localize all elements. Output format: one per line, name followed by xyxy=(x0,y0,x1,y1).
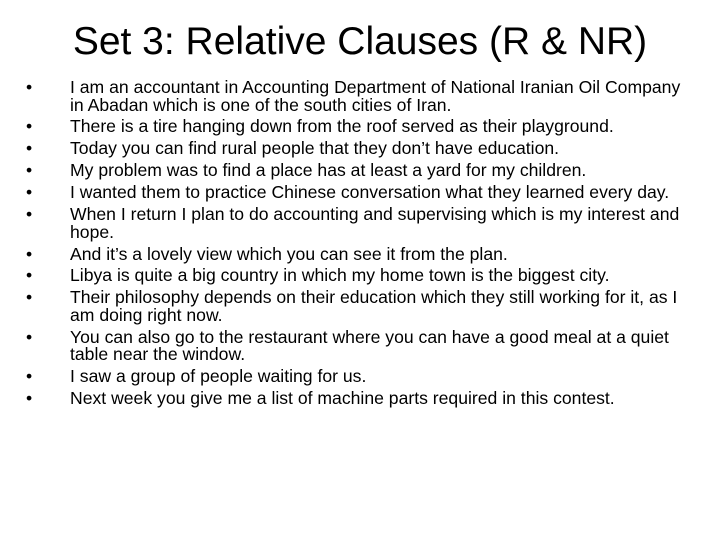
bullet-icon: • xyxy=(26,77,33,97)
bullet-icon: • xyxy=(26,116,33,137)
slide-title: Set 3: Relative Clauses (R & NR) xyxy=(72,20,648,63)
bullet-icon: • xyxy=(26,287,33,308)
bullet-text: Libya is quite a big country in which my home town is the biggest city. xyxy=(70,265,610,286)
bullet-item xyxy=(26,206,698,241)
bullet-icon: • xyxy=(26,204,33,225)
bullet-text: You can also go to the restaurant where you can have a good meal at a quiet table near the window. xyxy=(70,326,669,365)
bullet-text: I saw a group of people waiting for us. xyxy=(70,366,367,387)
bullet-item xyxy=(26,289,698,324)
bullet-item xyxy=(26,162,698,180)
bullet-item xyxy=(26,326,698,365)
bullet-item xyxy=(26,368,698,386)
bullet-text: Today you can find rural people that they don’t have education. xyxy=(70,138,560,159)
bullet-text: My problem was to find a place has at least a yard for my children. xyxy=(70,160,587,181)
bullet-item xyxy=(26,184,698,202)
bullet-item xyxy=(26,118,698,136)
bullet-item xyxy=(26,79,698,114)
bullet-text: There is a tire hanging down from the roof served as their playground. xyxy=(70,116,614,137)
bullet-item xyxy=(26,390,698,408)
bullet-icon: • xyxy=(26,138,33,159)
bullet-icon: • xyxy=(26,265,33,286)
bullet-icon: • xyxy=(26,243,33,264)
bullet-item xyxy=(26,243,698,264)
bullet-text: And it’s a lovely view which you can see it from the plan. xyxy=(70,243,508,264)
bullet-item xyxy=(26,140,698,158)
bullet-text: Their philosophy depends on their education which they still working for it, as I am doing right now. xyxy=(70,287,678,325)
bullet-list xyxy=(26,79,698,412)
bullet-icon: • xyxy=(26,388,33,409)
bullet-icon: • xyxy=(26,366,33,387)
bullet-item xyxy=(26,267,698,285)
bullet-text: Next week you give me a list of machine parts required in this contest. xyxy=(70,388,615,409)
bullet-text: I am an accountant in Accounting Department of National Iranian Oil Company in Abadan which is one of the south cities of Iran. xyxy=(70,77,681,115)
bullet-icon: • xyxy=(26,160,33,181)
bullet-icon: • xyxy=(26,182,33,203)
bullet-text: I wanted them to practice Chinese conversation what they learned every day. xyxy=(70,182,670,203)
bullet-text: When I return I plan to do accounting and supervising which is my interest and hope. xyxy=(70,204,680,242)
bullet-icon: • xyxy=(26,326,33,347)
